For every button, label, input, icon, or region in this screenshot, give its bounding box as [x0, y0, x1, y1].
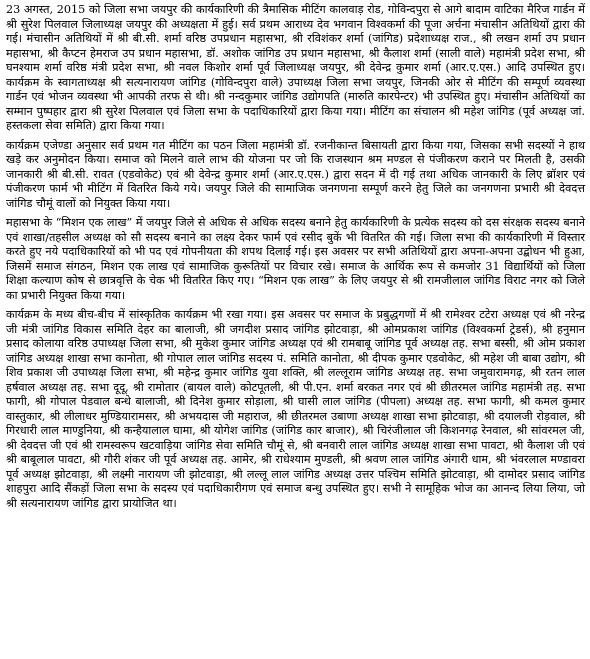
paragraph-agenda: कार्यक्रम एजेण्डा अनुसार सर्व प्रथम गत मीटिंग का पठन जिला महामंत्री डॉ. रजनीकान्त बिसायती द्वारा किया गया, जिसका सभी सदस्यों ने हाथ खड़े कर अनुमोदन किया। समाज को मिलने वाले लाभ की योजना पर जो कि राजस्थान श्रम मण्डल से पंजीकरण कराने पर मिलती है, उसकी जानकारी श्री बी.सी. रावत (एडवोकेट) एवं श्री देवेन्द्र कुमार शर्मा (आर.ए.एस.) द्वारा सदन में दी गई तथा अधिक जानकारी के लिए ब्रॉशर एवं पंजीकरण फार्म भी मीटिंग में वितरित किये गये। जयपुर जिले की सामाजिक जनगणना सम्पूर्ण करने हेतु जिले का जनगणना प्रभारी श्री देवदत्त जांगिड चौमूं वालों को नियुक्त किया गया। — [6, 138, 585, 210]
paragraph-mission-ek-lakh: महासभा के “मिशन एक लाख” में जयपुर जिले से अधिक से अधिक सदस्य बनाने हेतु कार्यकारिणी के प्रत्येक सदस्य को दस संरक्षक सदस्य बनाने एवं शाखा/तहसील अध्यक्ष को सौ सदस्य बनाने का लक्ष्य देकर फार्म एवं रसीद बुकें भी वितरित की गई। जिला सभा की कार्यकारिणी में विस्तार करते हुए नये पदाधिकारियों को भी पद एवं गोपनीयता की शपथ दिलाई गई। इस अवसर पर सभी अतिथियों द्वारा अपना-अपना उद्बोधन भी हुआ, जिसमें समाज संगठन, मिशन एक लाख एवं सामाजिक कुरूतियों पर विचार रखे। समाज के आर्थिक रूप से कमजोर 31 विद्यार्थियों को जिला शिक्षा कल्याण कोष से छात्रवृत्ति के चेक भी वितरित किए गए। “मिशन एक लाख” के लिए जयपुर से श्री रामजीलाल जांगिड विराट नगर को जिले का प्रभारी नियुक्त किया गया। — [6, 216, 585, 302]
paragraph-attendees: कार्यक्रम के मध्य बीच-बीच में सांस्कृतिक कार्यक्रम भी रखा गया। इस अवसर पर समाज के प्रबुद्धगणों में श्री रामेश्वर टटेरा अध्यक्ष एवं श्री नरेन्द्र जी मंत्री जांगिड विकास समिति देहर का बालाजी, श्री जगदीश प्रसाद जांगिड झोटवाड़ा, श्री ओमप्रकाश जांगिड (विश्वकर्मा ट्रेडर्स), श्री हनुमान प्रसाद कोलाया वरिष्ठ उपाध्यक्ष जिला सभा, श्री मुकेश कुमार जांगिड अध्यक्ष एवं श्री रामबाबू जांगिड पूर्व अध्यक्ष तह. सभा बस्सी, श्री ओम प्रकाश जांगिड अध्यक्ष शाखा सभा कानोता, श्री गोपाल लाल जांगिड सदस्य पं. समिति कानोता, श्री दीपक कुमार एडवोकेट, श्री महेश जी बाबा उद्योग, श्री शिव प्रकाश जी उपाध्यक्ष जिला सभा, श्री महेन्द्र कुमार जांगिड युवा शक्ति, श्री लल्लूराम जांगिड अध्यक्ष तह. सभा जमुवारामगढ़, श्री रतन लाल हर्षवाल अध्यक्ष तह. सभा दूदू, श्री रामोतार (बायल वाले) कोटपूतली, श्री पी.एन. शर्मा बरकत नगर एवं श्री छीतरमल जांगिड महामंत्री तह. सभा फागी, श्री गोपाल पेडवाल बन्धे बालाजी, श्री दिनेश कुमार सोड़ाला, श्री घासी लाल जांगिड (पीपला) अध्यक्ष तह. सभा फागी, श्री कमल कुमार वास्तुकार, श्री लीलाधर मुण्डियारामसर, श्री अभयदास जी महाराज, श्री छीतरमल उबाणा अध्यक्ष शाखा सभा झोटवाड़ा, श्री दयालजी रोड़वाल, श्री गिरधारी लाल माण्डुनिया, श्री कन्हैयालाल घामा, श्री योगेश जांगिड (जांगिड कार बाजार), श्री चिरंजीलाल जी किशनगढ़ रेनवाल, श्री सांवरमल जी, श्री देवदत्त जी एवं श्री रामस्वरूप खटवाड़िया जांगिड सेवा समिति चौमूं से, श्री बनवारी लाल जांगिड अध्यक्ष शाखा सभा पावटा, श्री कैलाश जी एवं श्री बाबूलाल पावटा, श्री गौरी शंकर जी पूर्व अध्यक्ष तह. आमेर, श्री राधेश्याम मुण्डली, श्री श्रवण लाल जांगिड अंगारी धाम, श्री भंवरलाल मण्डावरा पूर्व अध्यक्ष झोटवाड़ा, श्री लक्ष्मी नारायण जी झोटवाड़ा, श्री लल्लू लाल जांगिड अध्यक्ष उत्तर पश्चिम समिति झोटवाड़ा, श्री दामोदर प्रसाद जांगिड शाहपुरा आदि सैंकड़ों जिला सभा के सदस्य एवं पदाधिकारीगण एवं समाज बन्धु उपस्थित हुए। सभी ने सामूहिक भोज का आनन्द लिया लिया, जो श्री सत्यनारायण जांगिड द्वारा प्रायोजित था। — [6, 308, 585, 510]
paragraph-meeting-intro: 23 अगस्त, 2015 को जिला सभा जयपुर की कार्यकारिणी की त्रैमासिक मीटिंग कालवाड़ रोड, गोविन्दपुरा से आगे बादाम वाटिका मैरिज गार्डन में श्री सुरेश पिलवाल जिलाध्यक्ष जयपुर की अध्यक्षता में हुई। सर्व प्रथम आराध्य देव भगवान विश्वकर्मा की पूजा अर्चना मंचासीन अतिथियों द्वारा की गई। मंचासीन अतिथियों में श्री बी.सी. शर्मा वरिष्ठ उपप्रधान महासभा, श्री रविशंकर शर्मा (जांगिड) प्रदेशाध्यक्ष राज., श्री लखन शर्मा उप प्रधान महासभा, श्री कैप्टन हेमराज उप प्रधान महासभा, डॉ. अशोक जांगिड उप प्रधान महासभा, श्री कैलाश शर्मा (साली वाले) महामंत्री प्रदेश सभा, श्री घनश्याम शर्मा वरिष्ठ मंत्री प्रदेश सभा, श्री नवल किशोर शर्मा पूर्व जिलाध्यक्ष जयपुर, श्री देवेन्द्र कुमार शर्मा (आर.ए.एस.) आदि उपस्थित हुए। कार्यक्रम के स्वागताध्यक्ष श्री सत्यनारायण जांगिड (गोविन्दपुरा वाले) उपाध्यक्ष जिला सभा जयपुर, जिनकी ओर से मीटिंग की सम्पूर्ण व्यवस्था गार्डन एवं भोजन व्यवस्था भी आपकी तरफ से थी। श्री नन्दकुमार जांगिड उद्योगपति (मारुति कारपेन्टर) भी उपस्थित हुए। मंचासीन अतिथियों का सम्मान पुष्पहार द्वारा श्री सुरेश पिलवाल एवं जिला सभा के पदाधिकारियों द्वारा किया गया। मीटिंग का संचालन श्री महेश जांगिड (पूर्व अध्यक्ष जां. हस्तकला सेवा समिति) द्वारा किया गया। — [6, 3, 585, 132]
